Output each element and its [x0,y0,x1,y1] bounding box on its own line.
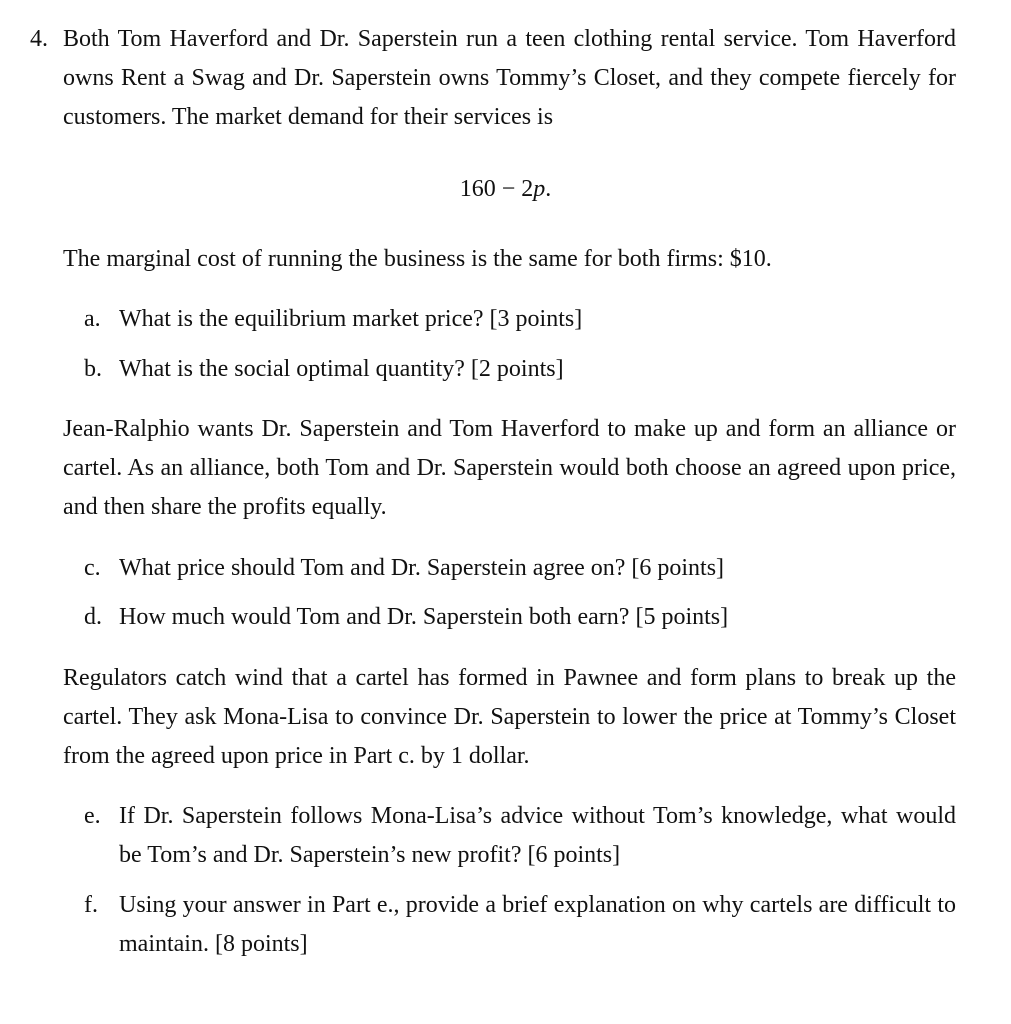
equation-end: . [545,176,552,202]
part-e-label: e. [84,803,101,829]
equation-variable: p [533,176,546,202]
problem-statement [30,20,956,137]
part-a [84,300,956,339]
part-b [84,350,956,389]
part-a-text: What is the equilibrium market price? [3 points] [119,306,583,332]
part-b-text: What is the social optimal quantity? [2 points] [119,356,564,382]
part-f-text: Using your answer in Part e., provide a brief explanation on why cartels are difficult to maintain. [8 points] [119,892,956,957]
cartel-intro-paragraph: Jean-Ralphio wants Dr. Saperstein and Tom Haverford to make up and form an alliance or cartel. As an alliance, both Tom and Dr. Saperstein would both choose an agreed upon price, and then share the profits equally. [63,416,956,520]
problem-text: Both Tom Haverford and Dr. Saperstein run a teen clothing rental service. Tom Haverford owns Rent a Swag and Dr. Saperstein owns Tommy’s Closet, and they compete fiercely for customers. The market demand for their services is [63,26,956,130]
part-f-label: f. [84,892,98,918]
part-e-text: If Dr. Saperstein follows Mona-Lisa’s advice without Tom’s knowledge, what would be Tom’s and Dr. Saperstein’s new profit? [6 points] [119,803,956,868]
part-b-label: b. [84,356,102,382]
part-d-label: d. [84,604,102,630]
marginal-cost-paragraph: The marginal cost of running the business is the same for both firms: $10. [63,246,772,272]
part-c-text: What price should Tom and Dr. Saperstein agree on? [6 points] [119,555,725,581]
problem-number: 4. [30,26,48,52]
part-c-label: c. [84,555,101,581]
part-f [84,886,956,964]
demand-equation [0,170,1011,209]
part-d [84,598,956,637]
regulators-paragraph: Regulators catch wind that a cartel has formed in Pawnee and form plans to break up the cartel. They ask Mona-Lisa to convince Dr. Saperstein to lower the price at Tommy’s Closet from the agreed upon price in Part c. by 1 dollar. [63,665,956,769]
part-e [84,797,956,875]
part-a-label: a. [84,306,101,332]
part-c [84,549,956,588]
part-d-text: How much would Tom and Dr. Saperstein both earn? [5 points] [119,604,729,630]
equation-lhs: 160 − 2 [459,176,534,202]
